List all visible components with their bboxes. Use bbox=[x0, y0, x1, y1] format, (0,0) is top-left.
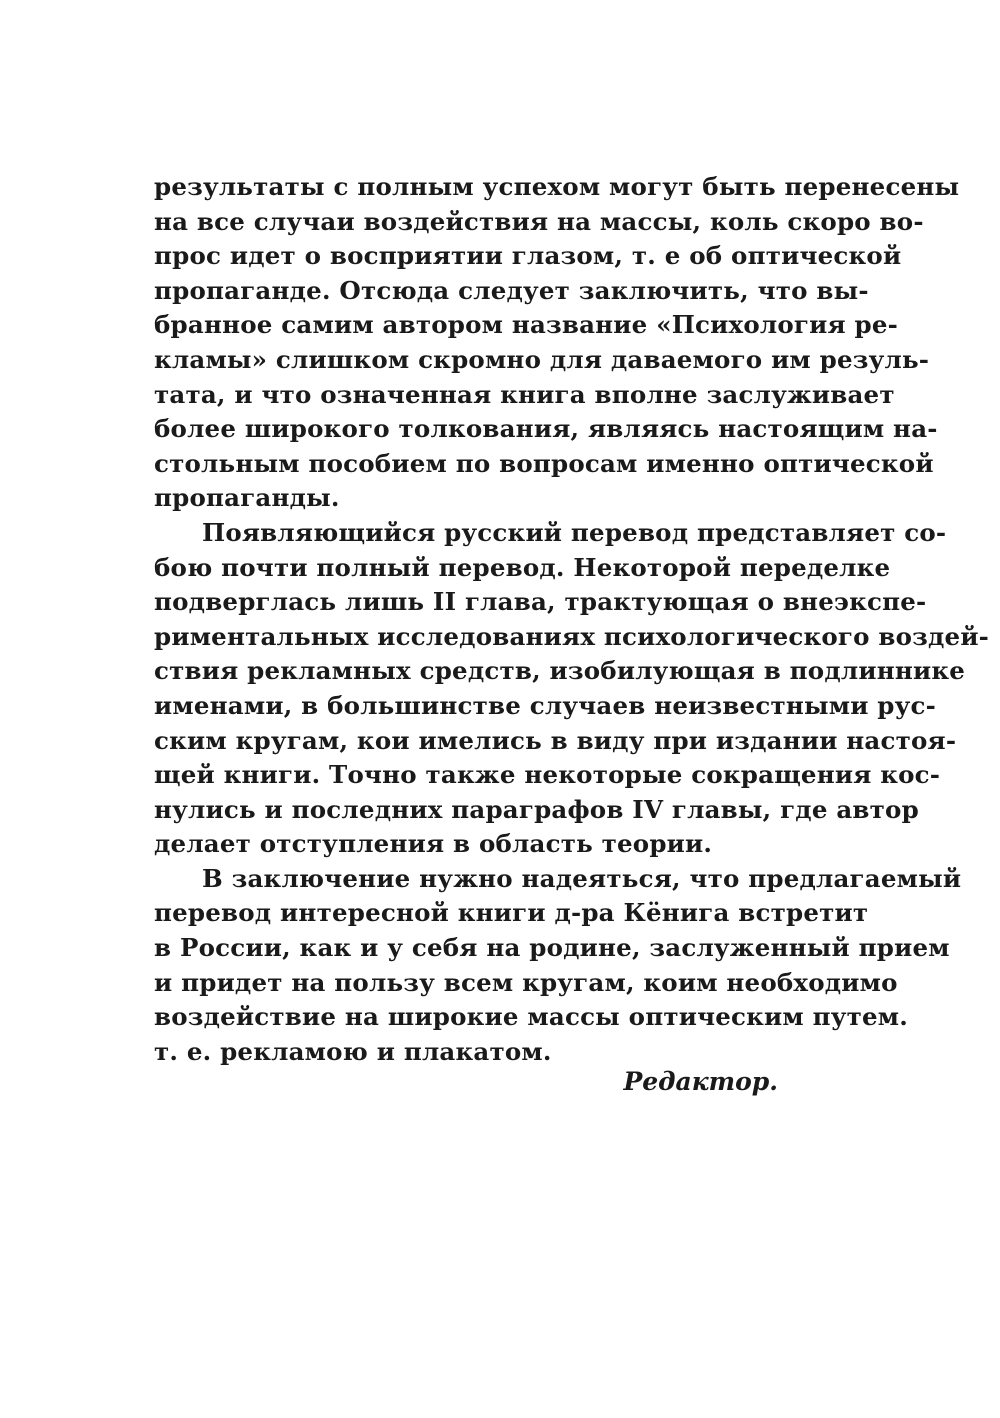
text-line: бою почти полный перевод. Некоторой переделке bbox=[154, 552, 891, 582]
text-line: прос идет о восприятии глазом, т. е об оптической bbox=[154, 241, 902, 271]
text-line: ствия рекламных средств, изобилующая в подлиннике bbox=[154, 656, 966, 686]
text-line: результаты с полным успехом могут быть перенесены bbox=[154, 172, 960, 201]
text-line: бранное самим автором название «Психология ре- bbox=[154, 310, 898, 340]
text-line: пропаганды. bbox=[154, 483, 340, 513]
text-line: щей книги. Точно также некоторые сокращения кос- bbox=[154, 760, 941, 790]
text-line: Появляющийся русский перевод представляет со- bbox=[202, 517, 947, 547]
paragraph-3 bbox=[154, 862, 962, 1070]
text-line: подверглась лишь II глава, трактующая о внеэкспе- bbox=[154, 587, 927, 617]
body-text bbox=[154, 170, 990, 1069]
editor-signature: Редактор. bbox=[623, 1067, 778, 1096]
text-line: стольным пособием по вопросам именно оптической bbox=[154, 448, 934, 478]
text-line: тата, и что означенная книга вполне заслуживает bbox=[154, 379, 895, 409]
text-line: В заключение нужно надеяться, что предлагаемый bbox=[202, 863, 962, 893]
paragraph-1 bbox=[154, 170, 960, 516]
text-line: нулись и последних параграфов IV главы, где автор bbox=[154, 794, 919, 824]
text-line: именами, в большинстве случаев неизвестными рус- bbox=[154, 690, 937, 720]
text-line: более широкого толкования, являясь настоящим на- bbox=[154, 414, 938, 444]
text-line: в России, как и у себя на родине, заслуженный прием bbox=[154, 933, 950, 963]
text-line: перевод интересной книги д-ра Кёнига встретит bbox=[154, 898, 869, 928]
text-line: и придет на пользу всем кругам, коим необходимо bbox=[154, 967, 898, 997]
text-line: делает отступления в область теории. bbox=[154, 829, 713, 859]
text-line: кламы» слишком скромно для даваемого им резуль- bbox=[154, 344, 930, 374]
text-line: риментальных исследованиях психологического воздей- bbox=[154, 621, 990, 651]
text-line: ским кругам, кои имелись в виду при издании настоя- bbox=[154, 725, 957, 755]
text-line: воздействие на широкие массы оптическим путем. bbox=[154, 1002, 909, 1032]
text-line: на все случаи воздействия на массы, коль скоро во- bbox=[154, 206, 924, 236]
text-line: пропаганде. Отсюда следует заключить, что вы- bbox=[154, 275, 869, 305]
paragraph-2 bbox=[154, 516, 990, 862]
text-line: т. е. рекламою и плакатом. bbox=[154, 1036, 552, 1066]
